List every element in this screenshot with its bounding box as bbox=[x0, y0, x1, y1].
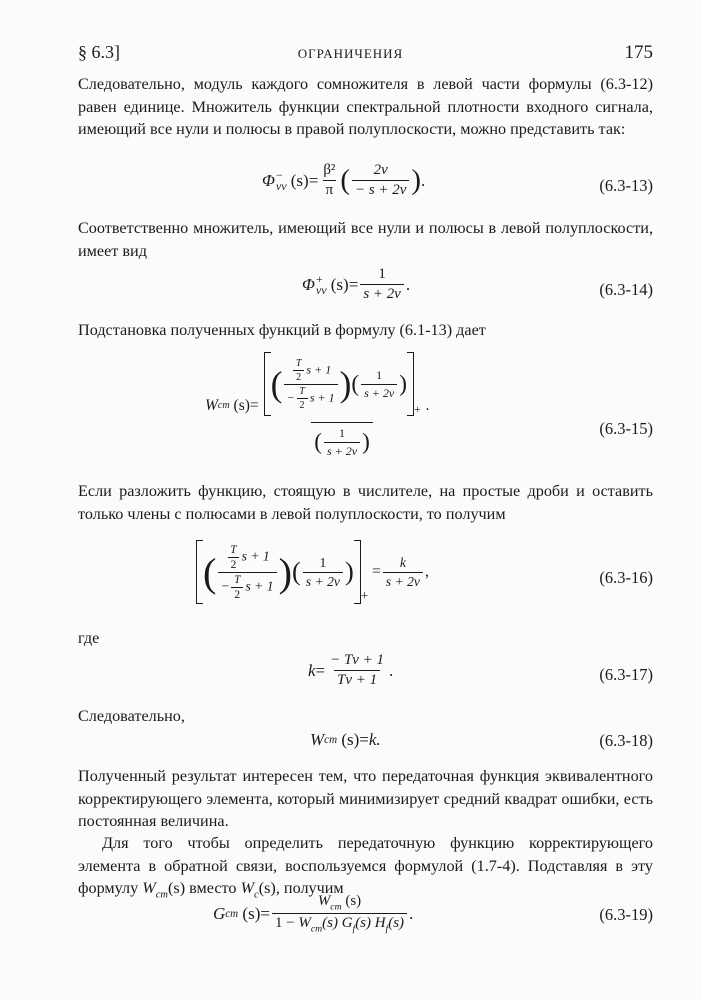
p8-arg: (s) bbox=[258, 879, 276, 897]
p8-W: W bbox=[142, 879, 156, 897]
sub-cm: cm bbox=[225, 907, 239, 920]
neg-sign: − bbox=[221, 578, 230, 594]
W-symbol: W bbox=[205, 396, 218, 414]
equals: = bbox=[348, 274, 359, 294]
sub-vv: vv bbox=[275, 178, 287, 193]
period: . bbox=[388, 660, 394, 680]
den-s-2nu: s + 2ν bbox=[360, 284, 404, 303]
equals: = bbox=[260, 903, 270, 923]
eq-number-15: (6.3-15) bbox=[599, 419, 653, 438]
fraction-1-over-s2nu bbox=[360, 266, 404, 303]
s-plus-1: s + 1 bbox=[241, 548, 270, 564]
W-symbol: W bbox=[317, 893, 331, 909]
den-minus-s-2nu: − s + 2ν bbox=[352, 180, 409, 199]
subscript-plus: + bbox=[360, 588, 369, 603]
p8-sub-c: c bbox=[254, 889, 259, 901]
paragraph-2: Соответственно множитель, имеющий все нули и полюсы в левой полуплоскости, имеет вид bbox=[78, 219, 653, 260]
section-ref: § 6.3] bbox=[78, 42, 120, 62]
eq-number-19: (6.3-19) bbox=[599, 905, 653, 924]
sub-f: f bbox=[352, 923, 356, 935]
eq-number-18: (6.3-18) bbox=[599, 731, 653, 750]
sup-minus: − bbox=[275, 167, 283, 182]
W-symbol: W bbox=[298, 915, 311, 932]
inner-fraction-T bbox=[284, 358, 337, 411]
s-plus-1: s + 1 bbox=[245, 578, 274, 594]
equals: = bbox=[359, 730, 369, 749]
sub-cm: cm bbox=[310, 923, 323, 935]
inner-fraction-T bbox=[218, 544, 276, 601]
equation-6-3-15 bbox=[205, 352, 429, 459]
phi-symbol: Φ bbox=[262, 170, 275, 190]
fraction-1-over-s2nu bbox=[324, 426, 360, 459]
running-title: ОГРАНИЧЕНИЯ bbox=[297, 46, 404, 61]
num-k-def: − Tν + 1 bbox=[330, 652, 384, 668]
fraction-1-over-s2nu bbox=[361, 368, 397, 401]
den-pi: π bbox=[323, 180, 337, 199]
period: . bbox=[425, 396, 430, 414]
den-k-def: Tν + 1 bbox=[334, 670, 380, 689]
den-s-2nu: s + 2ν bbox=[303, 572, 343, 590]
paragraph-1: Следовательно, модуль каждого сомножителя в левой части формулы (6.3-12) равен единице. Множитель функции спектральной плотности входного сигнала, имеющий все нули и полюсы в правой полуплоскости, можно представить так: bbox=[78, 75, 653, 138]
equals: = bbox=[249, 396, 259, 414]
num-beta2: β² bbox=[323, 162, 336, 178]
period: . bbox=[421, 170, 426, 190]
p8-text-b: вместо bbox=[185, 879, 241, 897]
fraction-2nu bbox=[352, 162, 409, 199]
big-fraction: ( $\frac{T}{2}$ s + 1 − $\frac{T}{2}$ s + 1 ) ( $\frac{1}{s + 2\nu}$ ) + ( $\frac{1}{s + 2\nu}$ ) bbox=[261, 352, 424, 459]
num-one: 1 bbox=[376, 367, 383, 382]
two-den: 2 bbox=[297, 398, 308, 411]
equals: = bbox=[308, 170, 319, 190]
arg-s: (s) bbox=[341, 730, 360, 749]
num-k: k bbox=[399, 554, 406, 570]
num-2nu: 2ν bbox=[373, 162, 388, 178]
p8-text-c: , получим bbox=[275, 879, 344, 897]
s-plus-1: s + 1 bbox=[306, 361, 332, 376]
period: . bbox=[409, 903, 414, 923]
k-symbol: k bbox=[308, 660, 316, 680]
fraction-beta-pi bbox=[320, 162, 338, 199]
equation-6-3-17 bbox=[308, 652, 393, 689]
comma: , bbox=[424, 563, 429, 580]
equals: = bbox=[372, 563, 381, 580]
num-one: 1 bbox=[378, 266, 386, 282]
equation-6-3-13: Φ − vv (s) = $\frac{\text{β²}}{\pi}$ ( $\frac{2\nu}{- s + 2\nu}$ ) . bbox=[262, 162, 426, 198]
two-den: 2 bbox=[293, 370, 304, 383]
p8-text-a: Для того чтобы определить передаточную функцию корректирующего элемента в обратной связи, воспользуемся формулой (1.7-4). Подставляя в эту формулу bbox=[78, 834, 653, 897]
equation-6-3-16: ( $\frac{T}{2}$ s + 1 − $\frac{T}{2}$ s + 1 ) ( $\frac{1}{s + 2\nu}$ ) + = $\frac{k}{s + 2\nu}$ , bbox=[196, 540, 429, 609]
k-result: k. bbox=[368, 730, 381, 749]
period: . bbox=[405, 274, 411, 294]
subscript-plus: + bbox=[413, 403, 421, 416]
den-s-2nu: s + 2ν bbox=[361, 384, 397, 401]
two-den: 2 bbox=[228, 557, 240, 571]
equation-6-3-18 bbox=[310, 730, 381, 750]
sub-cm: cm bbox=[330, 901, 342, 913]
eq-number-17: (6.3-17) bbox=[599, 665, 653, 684]
eq-number-16: (6.3-16) bbox=[599, 568, 653, 587]
num-one: 1 bbox=[319, 554, 327, 570]
T-num: T bbox=[295, 357, 302, 369]
sub-vv: vv bbox=[315, 282, 327, 297]
neg-sign: − bbox=[287, 389, 295, 404]
T-num: T bbox=[299, 385, 305, 397]
sub-cm: cm bbox=[217, 400, 230, 411]
sub-f: f bbox=[385, 923, 389, 935]
T-num: T bbox=[230, 543, 237, 556]
W-symbol: W bbox=[310, 730, 325, 749]
fraction-k-def bbox=[327, 652, 387, 689]
p8-W: W bbox=[240, 879, 255, 897]
paragraph-6: Следовательно, bbox=[78, 707, 185, 725]
equation-6-3-14 bbox=[302, 266, 410, 303]
fraction-G bbox=[272, 893, 407, 935]
p8-arg: (s) bbox=[168, 879, 186, 897]
two-den: 2 bbox=[231, 587, 243, 601]
paragraph-7: Полученный результат интересен тем, что передаточная функция эквивалентного корректирующего элемента, который минимизирует средний квадрат ошибки, есть постоянная величина. bbox=[78, 767, 653, 830]
paragraph-5: где bbox=[78, 629, 100, 647]
den-s: (s) bbox=[388, 915, 405, 932]
den-s-2nu: s + 2ν bbox=[383, 572, 423, 590]
den-one-minus: 1 − bbox=[274, 915, 299, 932]
den-s-2nu: s + 2ν bbox=[324, 442, 360, 459]
paragraph-3: Подстановка полученных функций в формулу (6.1-13) дает bbox=[78, 321, 486, 339]
page-number: 175 bbox=[624, 42, 653, 63]
den-s-G: (s) G bbox=[322, 915, 353, 932]
fraction-1-over-s2nu bbox=[303, 555, 343, 590]
num-one: 1 bbox=[339, 426, 346, 440]
arg-s: (s) bbox=[242, 903, 261, 923]
G-symbol: G bbox=[213, 903, 226, 923]
sup-plus: + bbox=[315, 271, 323, 286]
T-num: T bbox=[234, 573, 241, 586]
phi-symbol: Φ bbox=[302, 274, 315, 294]
den-s-H: (s) H bbox=[355, 915, 386, 932]
arg-s: (s) bbox=[290, 170, 309, 190]
equals: = bbox=[315, 660, 326, 680]
eq-number-13: (6.3-13) bbox=[599, 176, 653, 195]
paragraph-4: Если разложить функцию, стоящую в числителе, на простые дроби и оставить только члены с полюсами в левой полуплоскости, то получим bbox=[78, 482, 653, 523]
fraction-k bbox=[383, 555, 423, 590]
sub-cm: cm bbox=[324, 734, 338, 746]
arg-s: (s) bbox=[233, 396, 250, 414]
equation-6-3-19 bbox=[213, 893, 413, 935]
eq-number-14: (6.3-14) bbox=[599, 280, 653, 299]
s-plus-1: s + 1 bbox=[309, 389, 335, 404]
arg-s: (s) bbox=[345, 893, 362, 909]
arg-s: (s) bbox=[330, 274, 349, 294]
p8-sub-cm: cm bbox=[155, 889, 169, 901]
